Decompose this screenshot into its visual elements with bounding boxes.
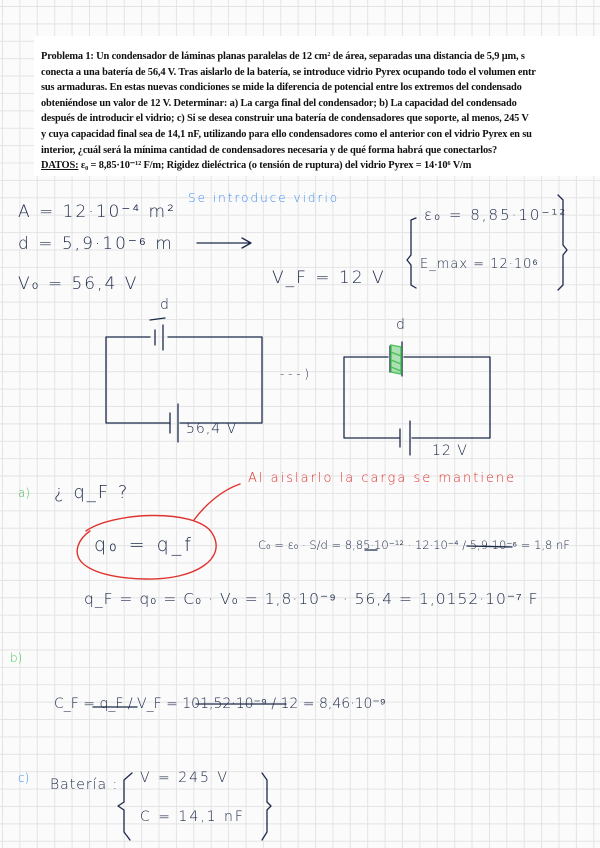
eps0-value: ε₀ = 8,85·10⁻¹² <box>424 206 568 224</box>
required-capacitance: C = 14,1 nF <box>140 809 245 825</box>
part-a-label: a) <box>18 486 31 500</box>
datos-label: DATOS: <box>41 160 79 172</box>
plate-distance-label: d <box>160 297 169 313</box>
problem-line: obteniéndose un valor de 12 V. Determinar: a) La carga final del condensador; b) La capacidad del condensado <box>41 97 517 109</box>
problem-line: sus armaduras. En estas nuevas condiciones se mide la diferencia de potencial entre los extremos del condensado <box>41 82 522 94</box>
circuit-1 <box>106 318 262 442</box>
transition-arrow: - - - ) <box>280 367 310 381</box>
problem-line: y cuya capacidad final sea de 14,1 nF, utilizando para ello condensadores como el anterior con el vidrio Pyrex en su <box>41 128 532 140</box>
cf-calculation: C_F = q_F / V_F = 101,52·10⁻⁹ / 12 = 8,46·10⁻⁹ <box>54 696 386 712</box>
problem-line: Problema 1: Un condensador de láminas planas paralelas de 12 cm² de área, separadas una distancia de 5,9 μm, s <box>41 51 525 62</box>
qf-calculation: q_F = q₀ = C₀ · V₀ = 1,8·10⁻⁹ · 56,4 = 1,0152·10⁻⁷ F <box>84 590 539 608</box>
charge-equality: q₀ = q_f <box>94 534 194 556</box>
brace-c-right <box>262 773 271 840</box>
v0-value: V₀ = 56,4 V <box>18 274 139 294</box>
problem-line: conecta a una batería de 56,4 V. Tras aislarlo de la batería, se introduce vidrio Pyrex ocupando todo el volumen entr <box>41 66 536 78</box>
datos-text: ε₀ = 8,85·10⁻¹² F/m; Rigidez dieléctrica (o tensión de ruptura) del vidrio Pyrex = 14·10⁶ V/m <box>78 160 472 172</box>
right-arrow <box>197 238 251 248</box>
part-b-label: b) <box>10 651 23 665</box>
blue-note: Se introduce vidrio <box>188 191 340 205</box>
problem-line: después de introducir el vidrio; c) Si se desea construir una batería de condensadores que soporte, al menos, 245 V <box>41 113 529 125</box>
distance-value: d = 5,9·10⁻⁶ m <box>18 234 174 254</box>
vf-value: V_F = 12 V <box>272 268 386 288</box>
required-voltage: V = 245 V <box>140 770 229 786</box>
problem-line: interior, ¿cuál será la mínima cantidad de condensadores necesaria y de qué forma habrá que conectarlos? <box>41 144 497 156</box>
brace-left <box>407 218 416 288</box>
dielectric-fill <box>391 345 401 374</box>
emax-value: E_max = 12·10⁶ <box>420 257 539 272</box>
part-a-question: ¿ q_F ? <box>54 482 130 503</box>
circuit-2 <box>344 342 490 455</box>
part-c-label: c) <box>18 771 30 785</box>
plate-distance-label: d <box>396 317 405 333</box>
area-value: A = 12·10⁻⁴ m² <box>18 202 176 222</box>
brace-c-left <box>118 773 132 840</box>
battery-1-voltage: 56,4 V <box>186 421 238 437</box>
red-leader-line <box>194 484 240 520</box>
c0-calculation: C₀ = ε₀ · S/d = 8,85·10⁻¹² · 12·10⁻⁴ / 5,9·10⁻⁶ = 1,8 nF <box>258 538 570 552</box>
battery-2-voltage: 12 V <box>432 443 468 459</box>
red-note: Al aislarlo la carga se mantiene <box>248 471 517 486</box>
bateria-label: Batería : <box>50 777 119 793</box>
